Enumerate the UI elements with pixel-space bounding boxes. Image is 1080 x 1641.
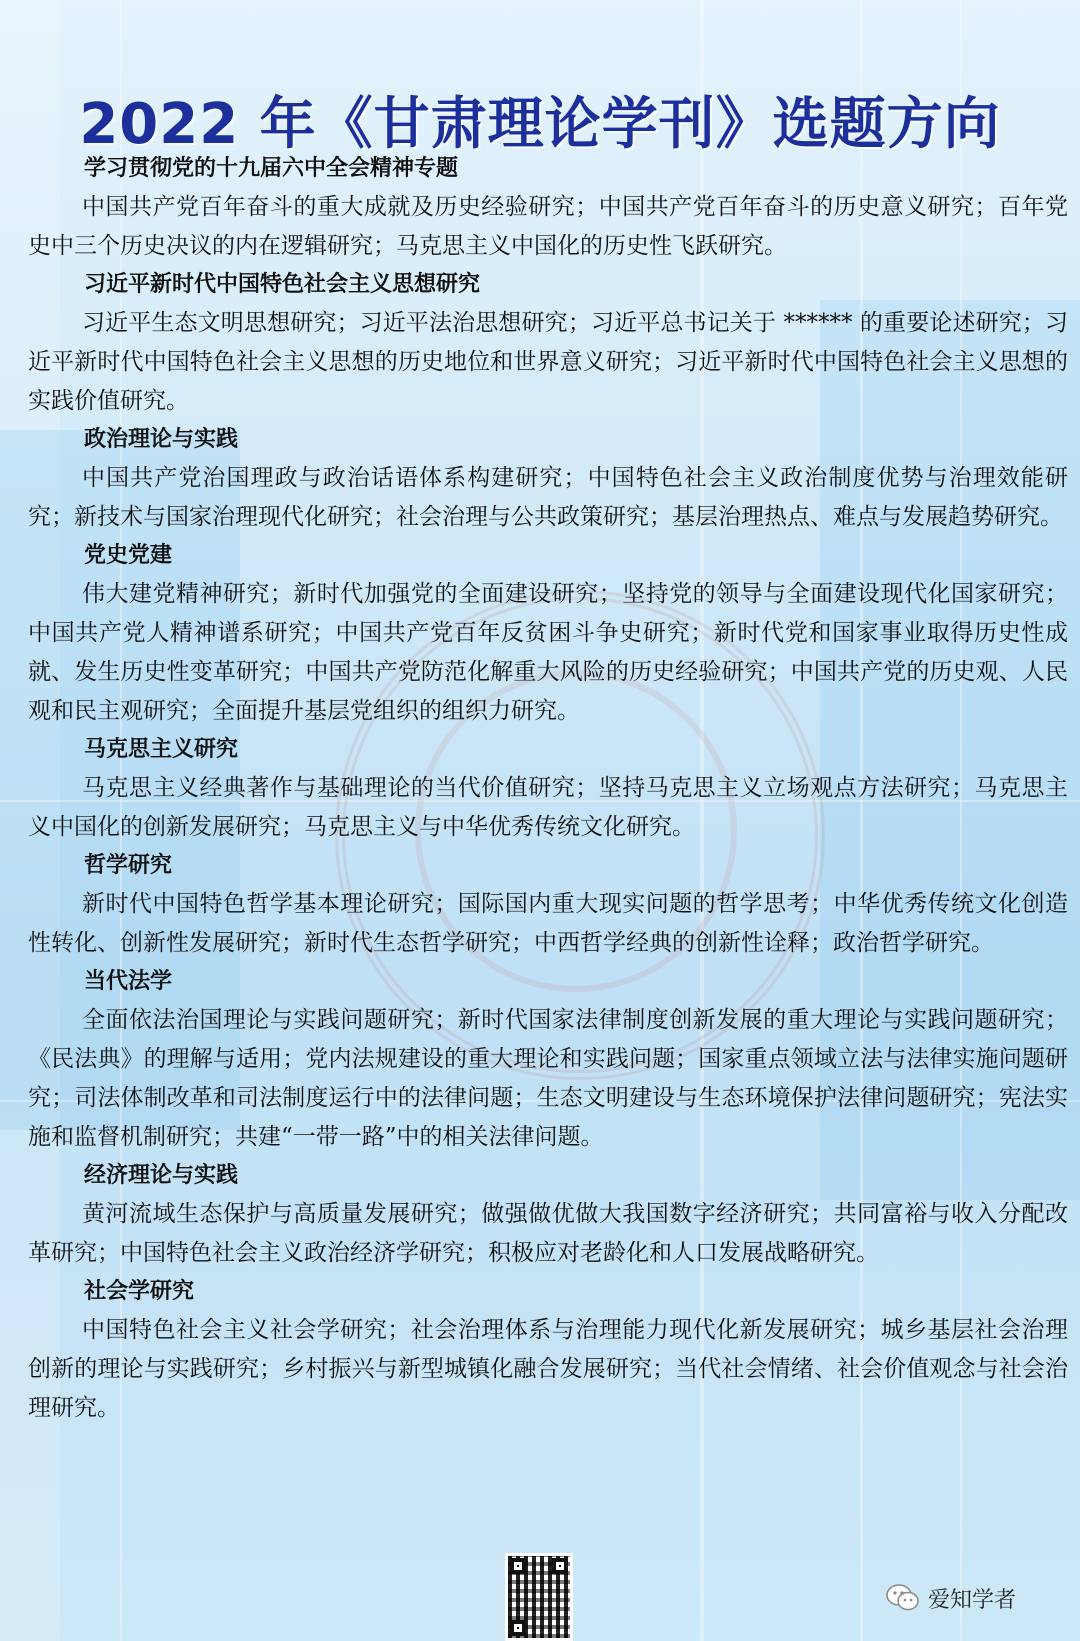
section-heading: 习近平新时代中国特色社会主义思想研究 bbox=[84, 272, 481, 297]
section-heading: 经济理论与实践 bbox=[84, 1163, 239, 1188]
section-heading: 党史党建 bbox=[84, 543, 173, 568]
section-heading: 当代法学 bbox=[84, 969, 173, 994]
section-body: 新时代中国特色哲学基本理论研究；国际国内重大现实问题的哲学思考；中华优秀传统文化创造性转化、创新性发展研究；新时代生态哲学研究；中西哲学经典的创新性诠释；政治哲学研究。 bbox=[28, 891, 1068, 956]
wechat-icon bbox=[886, 1584, 920, 1612]
page-title: 2022 年《甘肃理论学刊》选题方向 bbox=[79, 91, 1001, 157]
topic-list bbox=[28, 150, 1068, 1428]
section-body: 伟大建党精神研究；新时代加强党的全面建设研究；坚持党的领导与全面建设现代化国家研究；中国共产党人精神谱系研究；中国共产党百年反贫困斗争史研究；新时代党和国家事业取得历史性成就、发生历史性变革研究；中国共产党防范化解重大风险的历史经验研究；中国共产党的历史观、人民观和民主观研究；全面提升基层党组织的组织力研究。 bbox=[28, 581, 1068, 724]
watermark-label: 爱知学者 bbox=[928, 1587, 1017, 1613]
section-heading: 马克思主义研究 bbox=[84, 737, 239, 762]
section-body: 黄河流域生态保护与高质量发展研究；做强做优做大我国数字经济研究；共同富裕与收入分配改革研究；中国特色社会主义政治经济学研究；积极应对老龄化和人口发展战略研究。 bbox=[28, 1201, 1068, 1266]
section-heading: 哲学研究 bbox=[84, 853, 173, 878]
qr-code-icon[interactable] bbox=[505, 1553, 573, 1641]
section-body: 中国共产党百年奋斗的重大成就及历史经验研究；中国共产党百年奋斗的历史意义研究；百年党史中三个历史决议的内在逻辑研究；马克思主义中国化的历史性飞跃研究。 bbox=[28, 194, 1068, 259]
section-body: 习近平生态文明思想研究；习近平法治思想研究；习近平总书记关于 ****** 的重要论述研究；习近平新时代中国特色社会主义思想的历史地位和世界意义研究；习近平新时代中国特色社会主义思想的实践价值研究。 bbox=[28, 310, 1068, 414]
section-body: 马克思主义经典著作与基础理论的当代价值研究；坚持马克思主义立场观点方法研究；马克思主义中国化的创新发展研究；马克思主义与中华优秀传统文化研究。 bbox=[28, 775, 1068, 840]
section-body: 全面依法治国理论与实践问题研究；新时代国家法律制度创新发展的重大理论与实践问题研究；《民法典》的理解与适用；党内法规建设的重大理论和实践问题；国家重点领域立法与法律实施问题研究；司法体制改革和司法制度运行中的法律问题；生态文明建设与生态环境保护法律问题研究；宪法实施和监督机制研究；共建“一带一路”中的相关法律问题。 bbox=[28, 1007, 1068, 1150]
section-heading: 政治理论与实践 bbox=[84, 427, 239, 452]
section-body: 中国共产党治国理政与政治话语体系构建研究；中国特色社会主义政治制度优势与治理效能研究；新技术与国家治理现代化研究；社会治理与公共政策研究；基层治理热点、难点与发展趋势研究。 bbox=[28, 465, 1068, 530]
section-heading: 社会学研究 bbox=[84, 1279, 195, 1304]
wechat-watermark bbox=[886, 1578, 1016, 1618]
section-body: 中国特色社会主义社会学研究；社会治理体系与治理能力现代化新发展研究；城乡基层社会治理创新的理论与实践研究；乡村振兴与新型城镇化融合发展研究；当代社会情绪、社会价值观念与社会治理研究。 bbox=[28, 1317, 1068, 1421]
section-heading: 学习贯彻党的十九届六中全会精神专题 bbox=[84, 156, 459, 181]
